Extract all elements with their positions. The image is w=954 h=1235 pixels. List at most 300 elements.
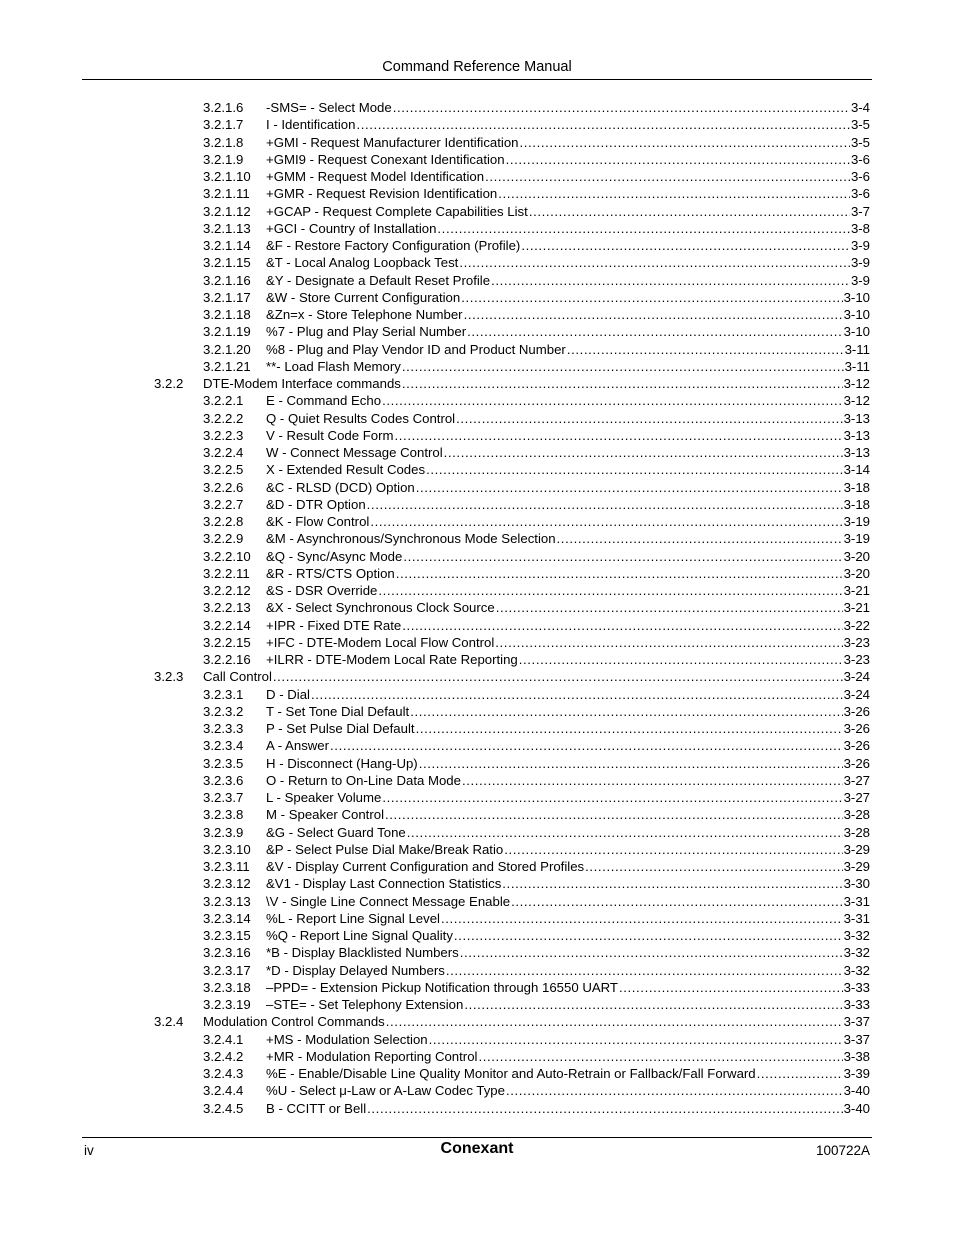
toc-entry-number: 3.2.3.6 xyxy=(203,772,244,788)
toc-entry-title: +GMR - Request Revision Identification xyxy=(266,186,498,202)
toc-entry-title: &V - Display Current Configuration and Stored Profiles xyxy=(266,859,585,874)
toc-entry-title: %L - Report Line Signal Level xyxy=(266,910,440,926)
toc-entry-title: &C - RLSD (DCD) Option xyxy=(266,479,415,495)
toc-entry-page: 3-31 xyxy=(843,910,870,926)
toc-dot-leader xyxy=(396,565,843,582)
toc-entry-title: I - Identification xyxy=(266,117,356,133)
toc-entry[interactable] xyxy=(203,358,870,375)
toc-entry-page: 3-19 xyxy=(843,514,870,529)
toc-entry-page: 3-6 xyxy=(850,186,870,202)
toc-entry-page: 3-4 xyxy=(850,100,870,115)
toc-entry[interactable] xyxy=(203,237,870,254)
toc-entry-page: 3-8 xyxy=(850,220,870,236)
toc-dot-leader xyxy=(385,806,843,823)
toc-entry-page: 3-26 xyxy=(843,755,870,771)
toc-entry-number: 3.2.3.13 xyxy=(203,893,251,909)
toc-dot-leader xyxy=(521,237,850,254)
toc-entry-number: 3.2.1.13 xyxy=(203,220,251,236)
toc-entry-title: +GMM - Request Model Identification xyxy=(266,169,485,184)
toc-entry-title: A - Answer xyxy=(266,738,330,754)
toc-entry-number: 3.2.3.19 xyxy=(203,997,251,1012)
toc-entry[interactable] xyxy=(203,617,870,634)
toc-entry-page: 3-32 xyxy=(843,928,870,943)
toc-dot-leader xyxy=(356,116,850,133)
toc-entry-number: 3.2.3.8 xyxy=(203,807,244,823)
toc-dot-leader xyxy=(382,789,842,806)
toc-entry-page: 3-33 xyxy=(843,979,870,995)
toc-entry-number: 3.2.3.15 xyxy=(203,928,251,943)
toc-entry[interactable] xyxy=(203,151,870,168)
toc-dot-leader xyxy=(444,444,843,461)
toc-dot-leader xyxy=(464,306,843,323)
toc-entry-page: 3-40 xyxy=(843,1083,870,1099)
toc-dot-leader xyxy=(402,358,844,375)
toc-entry-title: +IPR - Fixed DTE Rate xyxy=(266,617,402,633)
toc-entry-title: &T - Local Analog Loopback Test xyxy=(266,255,459,271)
toc-entry-title: %7 - Plug and Play Serial Number xyxy=(266,324,467,340)
toc-entry-page: 3-26 xyxy=(843,703,870,719)
toc-entry-title: +GMI9 - Request Conexant Identification xyxy=(266,151,505,167)
toc-entry-title: B - CCITT or Bell xyxy=(266,1100,367,1116)
toc-entry-page: 3-9 xyxy=(850,272,870,288)
toc-dot-leader xyxy=(311,686,843,703)
toc-entry-page: 3-26 xyxy=(843,721,870,736)
toc-entry-title: *B - Display Blacklisted Numbers xyxy=(266,945,459,961)
toc-entry-number: 3.2.2.2 xyxy=(203,410,244,426)
toc-entry-page: 3-21 xyxy=(843,583,870,598)
toc-dot-leader xyxy=(619,979,843,996)
toc-entry-title: –PPD= - Extension Pickup Notification through 16550 UART xyxy=(266,979,618,995)
toc-dot-leader xyxy=(386,1013,843,1030)
toc-dot-leader xyxy=(491,272,850,289)
toc-dot-leader xyxy=(567,341,844,358)
toc-entry-title: &K - Flow Control xyxy=(266,514,370,529)
toc-entry[interactable] xyxy=(203,634,870,651)
toc-entry[interactable] xyxy=(203,1065,870,1082)
toc-entry[interactable] xyxy=(203,565,870,582)
toc-entry-number: 3.2.1.9 xyxy=(203,151,244,167)
toc-entry[interactable] xyxy=(203,737,870,754)
toc-entry-number: 3.2.4.3 xyxy=(203,1066,244,1081)
toc-entry-page: 3-20 xyxy=(843,548,870,564)
toc-entry[interactable] xyxy=(203,910,870,927)
toc-entry-number: 3.2.2.16 xyxy=(203,652,251,667)
footer-doc-number: 100722A xyxy=(815,1143,870,1158)
toc-entry-number: 3.2.2.14 xyxy=(203,617,251,633)
toc-entry-page: 3-37 xyxy=(843,1014,870,1030)
toc-entry-number: 3.2.1.11 xyxy=(203,186,250,202)
toc-entry-title: %U - Select μ-Law or A-Law Codec Type xyxy=(266,1083,505,1099)
toc-entry[interactable] xyxy=(203,513,870,530)
toc-entry-number: 3.2.1.14 xyxy=(203,238,251,253)
toc-entry-page: 3-10 xyxy=(843,324,870,340)
toc-entry[interactable] xyxy=(154,1013,870,1030)
toc-entry[interactable] xyxy=(203,341,870,358)
toc-entry-page: 3-9 xyxy=(850,255,870,271)
toc-dot-leader xyxy=(529,203,850,220)
toc-entry-number: 3.2.4.2 xyxy=(203,1048,244,1064)
toc-entry-title: X - Extended Result Codes xyxy=(266,462,426,478)
toc-dot-leader xyxy=(454,927,843,944)
toc-dot-leader xyxy=(416,479,843,496)
toc-dot-leader xyxy=(460,944,843,961)
toc-entry[interactable] xyxy=(203,858,870,875)
toc-entry[interactable] xyxy=(203,392,870,409)
toc-entry-title: O - Return to On-Line Data Mode xyxy=(266,772,461,788)
toc-entry-number: 3.2.4.1 xyxy=(203,1031,244,1047)
toc-entry[interactable] xyxy=(203,548,870,565)
toc-entry-number: 3.2.1.10 xyxy=(203,169,251,184)
toc-entry-title: &W - Store Current Configuration xyxy=(266,289,461,305)
toc-entry-page: 3-11 xyxy=(844,358,870,374)
toc-entry-title: M - Speaker Control xyxy=(266,807,384,823)
toc-entry-number: 3.2.4 xyxy=(154,1014,184,1030)
toc-dot-leader xyxy=(367,1100,842,1117)
toc-entry[interactable] xyxy=(203,824,870,841)
toc-entry-title: &X - Select Synchronous Clock Source xyxy=(266,600,495,616)
toc-entry-page: 3-27 xyxy=(843,772,870,788)
toc-entry-page: 3-5 xyxy=(850,134,870,150)
toc-entry-number: 3.2.3.16 xyxy=(203,945,251,961)
toc-entry-title: &P - Select Pulse Dial Make/Break Ratio xyxy=(266,841,504,857)
toc-entry-number: 3.2.2.15 xyxy=(203,634,251,650)
toc-entry-page: 3-37 xyxy=(843,1031,870,1047)
toc-entry-number: 3.2.1.20 xyxy=(203,341,251,357)
page-header-title: Command Reference Manual xyxy=(382,59,572,75)
toc-dot-leader xyxy=(446,962,843,979)
toc-entry-title: L - Speaker Volume xyxy=(266,790,382,805)
footer-rule xyxy=(82,1137,872,1138)
toc-dot-leader xyxy=(511,893,842,910)
toc-entry[interactable] xyxy=(203,772,870,789)
toc-entry[interactable] xyxy=(203,272,870,289)
toc-entry-page: 3-33 xyxy=(843,997,870,1012)
toc-entry-title: H - Disconnect (Hang-Up) xyxy=(266,755,418,771)
toc-entry-number: 3.2.1.7 xyxy=(203,117,244,133)
toc-entry-number: 3.2.1.17 xyxy=(203,289,251,305)
toc-entry-page: 3-9 xyxy=(850,238,870,253)
toc-dot-leader xyxy=(378,582,842,599)
toc-entry-title: **- Load Flash Memory xyxy=(266,358,401,374)
toc-dot-leader xyxy=(429,1031,843,1048)
toc-entry-title: DTE-Modem Interface commands xyxy=(203,376,401,391)
toc-entry[interactable] xyxy=(203,720,870,737)
toc-entry[interactable] xyxy=(203,203,870,220)
toc-entry-number: 3.2.3.12 xyxy=(203,876,251,892)
toc-entry-number: 3.2.2.3 xyxy=(203,427,244,443)
toc-dot-leader xyxy=(367,496,843,513)
toc-entry-title: &D - DTR Option xyxy=(266,496,366,512)
toc-entry[interactable] xyxy=(203,479,870,496)
toc-dot-leader xyxy=(506,151,850,168)
toc-entry[interactable] xyxy=(203,599,870,616)
toc-entry[interactable] xyxy=(203,444,870,461)
toc-dot-leader xyxy=(461,289,842,306)
toc-entry-number: 3.2.2.4 xyxy=(203,445,244,460)
toc-entry-number: 3.2.3.2 xyxy=(203,703,244,719)
toc-entry-title: E - Command Echo xyxy=(266,393,382,409)
toc-entry[interactable] xyxy=(203,651,870,668)
toc-entry-number: 3.2.2.9 xyxy=(203,531,244,547)
toc-dot-leader xyxy=(403,548,842,565)
toc-dot-leader xyxy=(407,824,843,841)
toc-entry-number: 3.2.3.1 xyxy=(203,686,244,702)
toc-entry-number: 3.2.3.18 xyxy=(203,979,251,995)
toc-entry[interactable] xyxy=(203,1100,870,1117)
toc-entry-number: 3.2.3.14 xyxy=(203,910,251,926)
toc-dot-leader xyxy=(273,668,843,685)
toc-entry[interactable] xyxy=(203,789,870,806)
toc-entry-page: 3-13 xyxy=(843,410,870,426)
toc-entry-number: 3.2.1.6 xyxy=(203,100,244,115)
toc-entry-title: -SMS= - Select Mode xyxy=(266,100,392,115)
toc-entry-number: 3.2.3.17 xyxy=(203,962,251,978)
toc-entry-title: &V1 - Display Last Connection Statistics xyxy=(266,876,502,892)
toc-dot-leader xyxy=(426,461,843,478)
toc-dot-leader xyxy=(478,1048,842,1065)
toc-dot-leader xyxy=(502,875,842,892)
toc-entry-title: V - Result Code Form xyxy=(266,427,394,443)
toc-entry[interactable] xyxy=(203,962,870,979)
toc-dot-leader xyxy=(520,134,850,151)
toc-entry-number: 3.2.2.10 xyxy=(203,548,251,564)
toc-entry-title: &S - DSR Override xyxy=(266,583,378,598)
toc-entry-page: 3-24 xyxy=(843,686,870,702)
toc-entry-number: 3.2.3.5 xyxy=(203,755,244,771)
toc-dot-leader xyxy=(504,841,842,858)
toc-entry-title: &R - RTS/CTS Option xyxy=(266,565,395,581)
toc-entry[interactable] xyxy=(203,220,870,237)
toc-entry-number: 3.2.1.21 xyxy=(203,358,251,374)
toc-entry[interactable] xyxy=(203,841,870,858)
toc-entry-title: &F - Restore Factory Configuration (Profile) xyxy=(266,238,521,253)
toc-entry-title: &Q - Sync/Async Mode xyxy=(266,548,403,564)
toc-entry-page: 3-32 xyxy=(843,962,870,978)
toc-entry-title: *D - Display Delayed Numbers xyxy=(266,962,445,978)
toc-entry-page: 3-28 xyxy=(843,824,870,840)
toc-entry-number: 3.2.3.9 xyxy=(203,824,244,840)
toc-entry-number: 3.2.3 xyxy=(154,669,184,685)
toc-dot-leader xyxy=(557,530,843,547)
toc-entry-page: 3-14 xyxy=(843,462,870,478)
toc-dot-leader xyxy=(498,185,850,202)
toc-entry[interactable] xyxy=(203,1031,870,1048)
toc-entry-title: Call Control xyxy=(203,669,272,685)
toc-entry-page: 3-31 xyxy=(843,893,870,909)
toc-entry-page: 3-26 xyxy=(843,738,870,754)
toc-entry[interactable] xyxy=(203,99,870,116)
toc-entry[interactable] xyxy=(203,185,870,202)
toc-entry[interactable] xyxy=(203,927,870,944)
toc-dot-leader xyxy=(382,392,843,409)
toc-entry-number: 3.2.2.6 xyxy=(203,479,244,495)
toc-entry-page: 3-19 xyxy=(843,531,870,547)
toc-entry-number: 3.2.3.4 xyxy=(203,738,244,754)
toc-entry-title: &G - Select Guard Tone xyxy=(266,824,406,840)
toc-entry[interactable] xyxy=(203,703,870,720)
toc-entry-title: \V - Single Line Connect Message Enable xyxy=(266,893,511,909)
toc-dot-leader xyxy=(441,910,843,927)
toc-entry-number: 3.2.3.7 xyxy=(203,790,244,805)
header-rule xyxy=(82,79,872,80)
toc-entry-number: 3.2.2.1 xyxy=(203,393,244,409)
toc-entry-page: 3-6 xyxy=(850,151,870,167)
toc-entry-page: 3-30 xyxy=(843,876,870,892)
toc-entry-title: +GCI - Country of Installation xyxy=(266,220,437,236)
toc-entry-page: 3-6 xyxy=(850,169,870,184)
toc-entry[interactable] xyxy=(154,668,870,685)
toc-entry-title: &Zn=x - Store Telephone Number xyxy=(266,307,463,322)
toc-entry-page: 3-18 xyxy=(843,496,870,512)
toc-entry-page: 3-38 xyxy=(843,1048,870,1064)
toc-dot-leader xyxy=(519,651,843,668)
toc-entry-title: –STE= - Set Telephony Extension xyxy=(266,997,464,1012)
toc-entry-number: 3.2.4.5 xyxy=(203,1100,244,1116)
toc-dot-leader xyxy=(464,996,842,1013)
toc-dot-leader xyxy=(330,737,843,754)
toc-dot-leader xyxy=(395,427,843,444)
toc-entry-page: 3-22 xyxy=(843,617,870,633)
toc-entry[interactable] xyxy=(203,306,870,323)
toc-dot-leader xyxy=(757,1065,843,1082)
toc-entry[interactable] xyxy=(203,116,870,133)
footer-brand: Conexant xyxy=(440,1140,514,1157)
toc-entry-page: 3-10 xyxy=(843,289,870,305)
toc-entry-number: 3.2.2.5 xyxy=(203,462,244,478)
toc-entry-number: 3.2.1.15 xyxy=(203,255,251,271)
toc-entry-page: 3-29 xyxy=(843,841,870,857)
toc-entry-page: 3-10 xyxy=(843,307,870,322)
toc-entry-title: +MS - Modulation Selection xyxy=(266,1031,428,1047)
toc-entry-page: 3-23 xyxy=(843,634,870,650)
toc-dot-leader xyxy=(402,375,843,392)
toc-entry-number: 3.2.2.8 xyxy=(203,514,244,529)
toc-entry-title: %Q - Report Line Signal Quality xyxy=(266,928,453,943)
toc-dot-leader xyxy=(393,99,850,116)
toc-entry[interactable] xyxy=(203,530,870,547)
toc-entry-page: 3-13 xyxy=(843,445,870,460)
toc-entry[interactable] xyxy=(154,375,870,392)
toc-entry[interactable] xyxy=(203,410,870,427)
toc-entry[interactable] xyxy=(203,461,870,478)
toc-entry-title: &M - Asynchronous/Synchronous Mode Selection xyxy=(266,531,556,547)
toc-dot-leader xyxy=(467,323,842,340)
toc-entry-page: 3-21 xyxy=(843,600,870,616)
toc-entry[interactable] xyxy=(203,996,870,1013)
toc-entry-page: 3-18 xyxy=(843,479,870,495)
toc-entry-title: P - Set Pulse Dial Default xyxy=(266,721,415,736)
toc-entry-number: 3.2.1.18 xyxy=(203,307,251,322)
toc-entry-page: 3-7 xyxy=(850,203,870,219)
toc-entry[interactable] xyxy=(203,875,870,892)
toc-dot-leader xyxy=(410,703,842,720)
toc-entry-page: 3-12 xyxy=(843,376,870,391)
toc-entry-title: +IFC - DTE-Modem Local Flow Control xyxy=(266,634,495,650)
toc-dot-leader xyxy=(506,1082,843,1099)
toc-dot-leader xyxy=(585,858,842,875)
toc-entry-page: 3-12 xyxy=(843,393,870,409)
toc-entry-title: %8 - Plug and Play Vendor ID and Product Number xyxy=(266,341,566,357)
toc-entry-title: Modulation Control Commands xyxy=(203,1014,385,1030)
toc-entry[interactable] xyxy=(203,582,870,599)
toc-entry[interactable] xyxy=(203,806,870,823)
toc-entry-page: 3-24 xyxy=(843,669,870,685)
toc-entry-title: %E - Enable/Disable Line Quality Monitor and Auto-Retrain or Fallback/Fall Forward xyxy=(266,1066,756,1081)
toc-entry-title: &Y - Designate a Default Reset Profile xyxy=(266,272,491,288)
toc-entry-page: 3-32 xyxy=(843,945,870,961)
toc-entry-number: 3.2.4.4 xyxy=(203,1083,244,1099)
toc-entry-number: 3.2.1.12 xyxy=(203,203,251,219)
toc-entry[interactable] xyxy=(203,1082,870,1099)
toc-entry-title: +GMI - Request Manufacturer Identification xyxy=(266,134,519,150)
toc-entry-title: T - Set Tone Dial Default xyxy=(266,703,410,719)
toc-dot-leader xyxy=(485,168,850,185)
toc-entry[interactable] xyxy=(203,944,870,961)
toc-dot-leader xyxy=(437,220,850,237)
toc-entry-number: 3.2.1.16 xyxy=(203,272,251,288)
toc-entry-number: 3.2.2.13 xyxy=(203,600,251,616)
toc-dot-leader xyxy=(419,755,843,772)
toc-entry-title: D - Dial xyxy=(266,686,310,702)
toc-entry[interactable] xyxy=(203,755,870,772)
toc-entry[interactable] xyxy=(203,893,870,910)
toc-dot-leader xyxy=(495,634,842,651)
toc-entry[interactable] xyxy=(203,427,870,444)
toc-entry-page: 3-40 xyxy=(843,1100,870,1116)
toc-dot-leader xyxy=(402,617,842,634)
toc-entry-title: +MR - Modulation Reporting Control xyxy=(266,1048,478,1064)
toc-entry-number: 3.2.1.19 xyxy=(203,324,251,340)
toc-entry[interactable] xyxy=(203,496,870,513)
toc-entry-number: 3.2.2.11 xyxy=(203,565,250,581)
toc-dot-leader xyxy=(459,254,850,271)
toc-entry-number: 3.2.1.8 xyxy=(203,134,244,150)
toc-entry-number: 3.2.3.10 xyxy=(203,841,251,857)
toc-entry-title: +GCAP - Request Complete Capabilities List xyxy=(266,203,528,219)
toc-entry-page: 3-28 xyxy=(843,807,870,823)
toc-entry-number: 3.2.2.7 xyxy=(203,496,244,512)
toc-entry[interactable] xyxy=(203,1048,870,1065)
toc-entry-title: W - Connect Message Control xyxy=(266,445,443,460)
toc-entry-number: 3.2.2.12 xyxy=(203,583,251,598)
toc-entry-page: 3-23 xyxy=(843,652,870,667)
toc-entry[interactable] xyxy=(203,168,870,185)
toc-entry-page: 3-29 xyxy=(843,859,870,874)
toc-entry-number: 3.2.3.3 xyxy=(203,721,244,736)
toc-entry-page: 3-39 xyxy=(843,1066,870,1081)
toc-entry[interactable] xyxy=(203,323,870,340)
toc-entry-number: 3.2.2 xyxy=(154,376,184,391)
toc-dot-leader xyxy=(456,410,842,427)
toc-entry-title: Q - Quiet Results Codes Control xyxy=(266,410,456,426)
toc-entry-page: 3-20 xyxy=(843,565,870,581)
toc-entry-page: 3-11 xyxy=(844,341,870,357)
toc-dot-leader xyxy=(370,513,842,530)
toc-entry[interactable] xyxy=(203,254,870,271)
toc-entry[interactable] xyxy=(203,134,870,151)
toc-entry[interactable] xyxy=(203,289,870,306)
toc-dot-leader xyxy=(416,720,843,737)
toc-entry-page: 3-5 xyxy=(850,117,870,133)
toc-entry-page: 3-13 xyxy=(843,427,870,443)
toc-entry-title: +ILRR - DTE-Modem Local Rate Reporting xyxy=(266,652,518,667)
toc-entry[interactable] xyxy=(203,979,870,996)
toc-entry-page: 3-27 xyxy=(843,790,870,805)
footer-page-number: iv xyxy=(84,1143,94,1158)
toc-dot-leader xyxy=(496,599,843,616)
toc-entry-number: 3.2.3.11 xyxy=(203,859,250,874)
toc-entry[interactable] xyxy=(203,686,870,703)
